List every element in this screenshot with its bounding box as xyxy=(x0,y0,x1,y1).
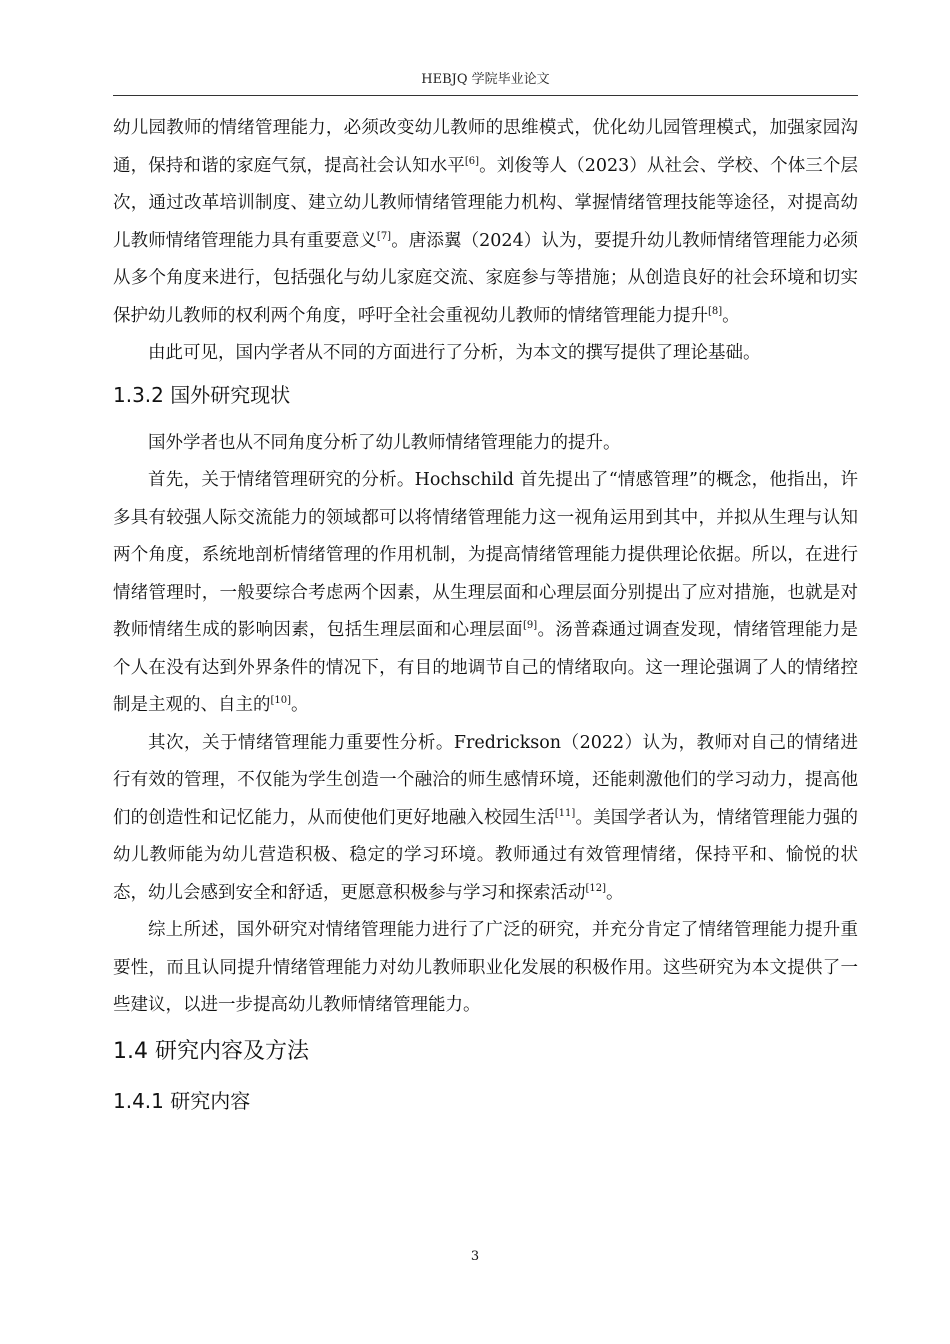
text-run: 幼儿园教师的情绪管理能力，必须改变幼儿教师的思维模式，优化幼儿园管理模式，加强家园沟通，保持和谐的家庭气氛，提高社会认知水平 xyxy=(113,118,858,176)
paragraph-foreign-summary: 综上所述，国外研究对情绪管理能力进行了广泛的研究，并充分肯定了情绪管理能力提升重要性，而且认同提升情绪管理能力对幼儿教师职业化发展的积极作用。这些研究为本文提供了一些建议，以进一步提高幼儿教师情绪管理能力。 xyxy=(113,920,858,1015)
text-run: 。 xyxy=(606,882,624,903)
heading-1-4-1: 1.4.1 研究内容 xyxy=(113,1088,251,1113)
text-run: 。刘俊等人（2023）从社会、学校、个体三个层次，通过改革培训制度、建立幼儿教师情绪管理能力机构、掌握情绪管理技能等途径，对提高幼儿教师情绪管理能力具有重要意义 xyxy=(113,155,858,251)
paragraph-foreign-first xyxy=(113,462,858,725)
text-run: 。汤普森通过调查发现，情绪管理能力是个人在没有达到外界条件的情况下，有目的地调节自己的情绪取向。这一理论强调了人的情绪控制是主观的、自主的 xyxy=(113,620,859,715)
paragraph-foreign-intro: 国外学者也从不同角度分析了幼儿教师情绪管理能力的提升。 xyxy=(148,432,621,453)
heading-1-3-2: 1.3.2 国外研究现状 xyxy=(113,382,291,407)
text-run: 其次，关于情绪管理能力重要性分析。Fredrickson（2022）认为，教师对自己的情绪进行有效的管理，不仅能为学生创造一个融洽的师生感情环境，还能刺激他们的学习动力，提高他们的创造性和记忆能力，从而使他们更好地融入校园生活 xyxy=(113,732,858,828)
citation-12: [12] xyxy=(585,882,607,894)
citation-6: [6] xyxy=(464,155,480,167)
citation-10: [10] xyxy=(270,695,292,707)
paragraph-domestic-research-cont xyxy=(113,110,858,335)
text-run: 。 xyxy=(291,695,309,715)
citation-8: [8] xyxy=(708,305,723,317)
page-number: 3 xyxy=(470,1249,480,1264)
text-run: 。美国学者认为，情绪管理能力强的幼儿教师能为幼儿营造积极、稳定的学习环境。教师通过有效管理情绪，保持平和、愉悦的状态，幼儿会感到安全和舒适，更愿意积极参与学习和探索活动 xyxy=(113,807,858,903)
citation-9: [9] xyxy=(522,620,538,632)
paragraph-foreign-second xyxy=(113,725,858,913)
heading-1-4: 1.4 研究内容及方法 xyxy=(113,1038,309,1064)
text-run: 首先，关于情绪管理研究的分析。Hochschild 首先提出了“情感管理”的概念，他指出，许多具有较强人际交流能力的领域都可以将情绪管理能力这一视角运用到其中，并拟从生理与认知两个角度，系统地剖析情绪管理的作用机制，为提高情绪管理能力提供理论依据。所以，在进行情绪管理时，一般要综合考虑两个因素，从生理层面和心理层面分别提出了应对措施，也就是对教师情绪生成的影响因素，包括生理层面和心理层面 xyxy=(113,470,858,640)
paragraph-domestic-summary: 由此可见，国内学者从不同的方面进行了分析，为本文的撰写提供了理论基础。 xyxy=(148,343,761,363)
citation-11: [11] xyxy=(554,807,576,819)
text-run: 。唐添翼（2024）认为，要提升幼儿教师情绪管理能力必须从多个角度来进行，包括强化与幼儿家庭交流、家庭参与等措施；从创造良好的社会环境和切实保护幼儿教师的权利两个角度，呼吁全社会重视幼儿教师的情绪管理能力提升 xyxy=(113,230,858,326)
citation-7: [7] xyxy=(376,230,392,242)
page-header: HEBJQ 学院毕业论文 xyxy=(113,68,858,96)
page-body xyxy=(113,110,858,1131)
text-run: 。 xyxy=(722,305,740,326)
